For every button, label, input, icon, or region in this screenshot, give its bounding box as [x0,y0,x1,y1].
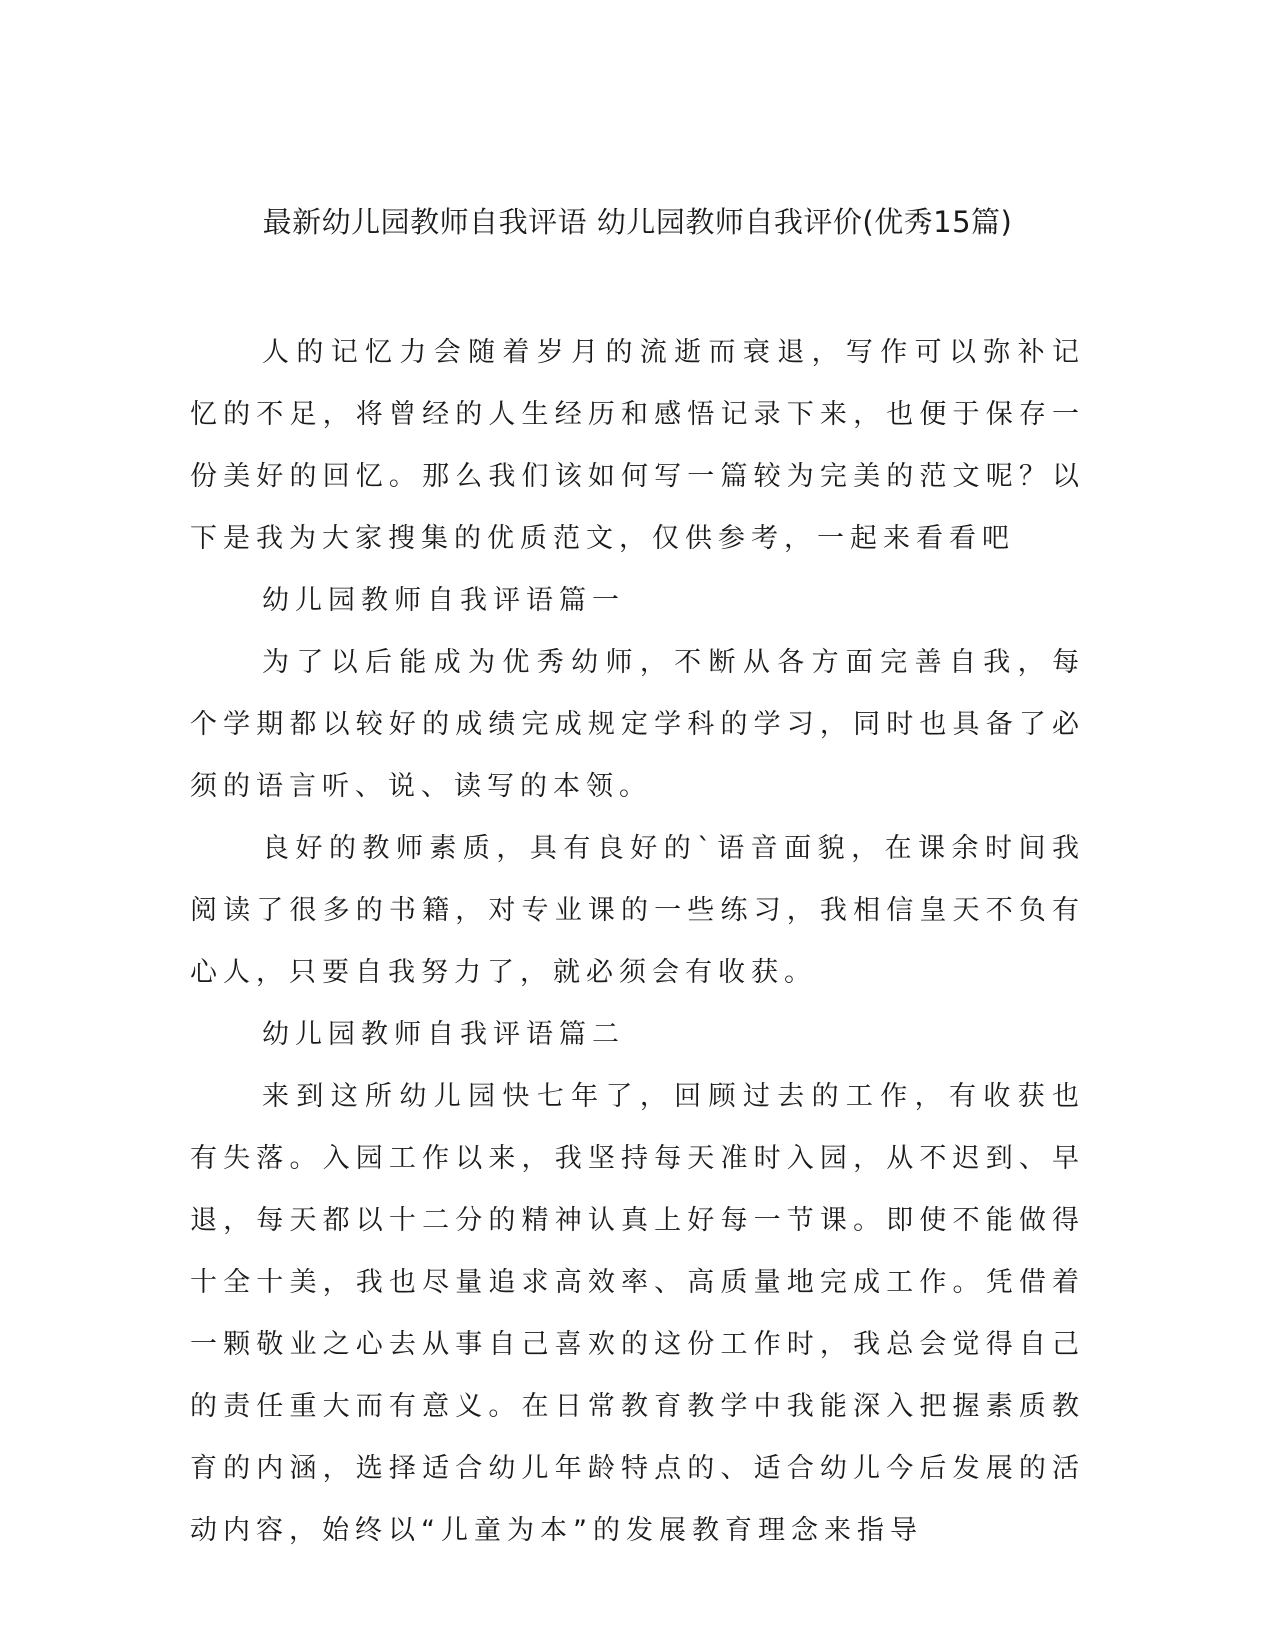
paragraph-1a: 为了以后能成为优秀幼师，不断从各方面完善自我，每个学期都以较好的成绩完成规定学科的学习，同时也具备了必须的语言听、说、读写的本领。 [190,647,1085,802]
paragraph-2a: 来到这所幼儿园快七年了，回顾过去的工作，有收获也有失落。入园工作以来，我坚持每天准时入园，从不迟到、早退，每天都以十二分的精神认真上好每一节课。即使不能做得十全十美，我也尽量追求高效率、高质量地完成工作。凭借着一颗敬业之心去从事自己喜欢的这份工作时，我总会觉得自己的责任重大而有意义。在日常教育教学中我能深入把握素质教育的内涵，选择适合幼儿年龄特点的、适合幼儿今后发展的活动内容，始终以“儿童为本”的发展教育理念来指导 [190,1081,1085,1546]
document-title: 最新幼儿园教师自我评语 幼儿园教师自我评价(优秀15篇) [262,205,1013,239]
paragraph-1b: 良好的教师素质，具有良好的`语音面貌，在课余时间我阅读了很多的书籍，对专业课的一些练习，我相信皇天不负有心人，只要自我努力了，就必须会有收获。 [190,833,1085,988]
section-heading-1: 幼儿园教师自我评语篇一 [262,585,625,616]
intro-paragraph: 人的记忆力会随着岁月的流逝而衰退，写作可以弥补记忆的不足，将曾经的人生经历和感悟记录下来，也便于保存一份美好的回忆。那么我们该如何写一篇较为完美的范文呢？以下是我为大家搜集的优质范文，仅供参考，一起来看看吧 [190,337,1085,554]
section-heading-2: 幼儿园教师自我评语篇二 [262,1019,625,1050]
document-body [190,322,1085,1562]
